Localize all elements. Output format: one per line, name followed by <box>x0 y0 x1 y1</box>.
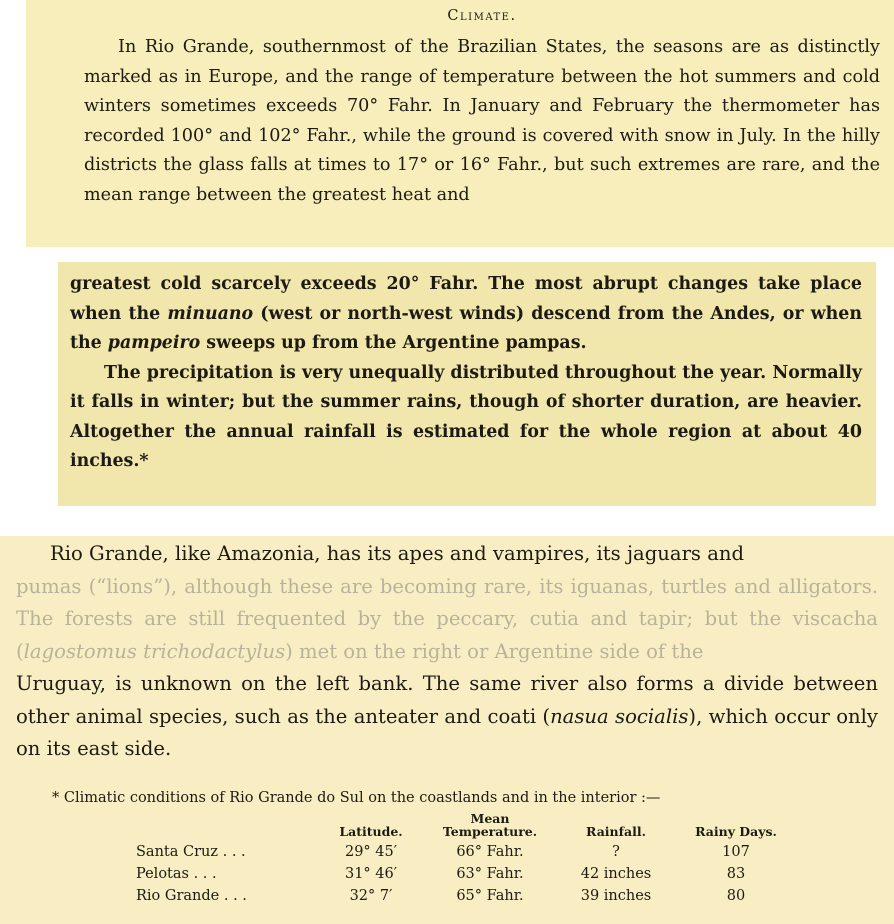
winds-text-start: greatest cold scarcely exceeds 20° Fahr. The most abrupt changes take place when the <box>70 274 862 324</box>
table-header: Latitude. <box>339 823 403 839</box>
winds-paragraph <box>70 270 862 359</box>
minuano-term: minuano <box>167 303 254 324</box>
table-cell: 29° 45′ <box>344 843 398 860</box>
table-row <box>119 841 797 863</box>
table-cell: 31° 46′ <box>344 865 398 882</box>
table-cell: 39 inches <box>580 887 652 904</box>
table-cell: Santa Cruz . . . <box>136 843 246 860</box>
table-cell: 63° Fahr. <box>456 865 524 882</box>
pampeiro-term: pampeiro <box>107 333 201 353</box>
table-cell: 32° 7′ <box>349 887 393 904</box>
fauna-faded-text: pumas (“lions”), although these are becoming rare, its iguanas, turtles and alligators. The forests are still frequented by the peccary, cutia and tapir; but the viscacha ( <box>16 574 878 663</box>
winds-text-end: sweeps up from the Argentine pampas. <box>200 333 587 353</box>
page-clip-winds <box>58 262 876 506</box>
table-cell: ? <box>612 843 620 860</box>
table-cell: Pelotas . . . <box>136 865 217 882</box>
table-cell: 80 <box>726 887 746 904</box>
winds-text-mid: (west or north-west winds) descend from the Andes, or when the <box>70 303 862 353</box>
coati-species: nasua socialis <box>550 704 689 728</box>
fauna-line-1: Rio Grande, like Amazonia, has its apes and vampires, its jaguars and <box>50 542 745 565</box>
table-header <box>119 812 319 841</box>
table-row <box>119 885 797 907</box>
fauna-dark-end: ), which occur only on its east side. <box>16 704 879 760</box>
climate-table <box>119 812 797 907</box>
table-cell: 42 inches <box>580 865 652 882</box>
table-header-row <box>119 812 797 841</box>
page-clip-fauna <box>0 536 894 924</box>
fauna-faded-lines <box>16 571 878 669</box>
viscacha-species: lagostomus trichodactylus <box>23 639 286 663</box>
fauna-dark-text: Uruguay, is unknown on the left bank. The same river also forms a divide between other animal species, such as the anteater and coati ( <box>16 672 878 728</box>
table-cell: 66° Fahr. <box>456 843 524 860</box>
table-cell: 65° Fahr. <box>456 887 524 904</box>
table-cell: Rio Grande . . . <box>136 887 247 904</box>
table-header: Rainfall. <box>586 823 646 839</box>
table-cell: 83 <box>726 865 746 882</box>
section-heading: Climate. <box>447 8 517 24</box>
fauna-dark-lines <box>16 668 878 766</box>
table-header: Mean Temperature. <box>442 810 538 839</box>
page-clip-climate <box>26 0 894 247</box>
climate-paragraph: In Rio Grande, southernmost of the Brazilian States, the seasons are as distinctly marked as in Europe, and the range of temperature between the hot summers and cold winters sometimes exceeds 70° Fahr. In January and February the thermometer has recorded 100° and 102° Fahr., while the ground is covered with snow in July. In the hilly districts the glass falls at times to 17° or 16° Fahr., but such extremes are rare, and the mean range between the greatest heat and <box>84 37 880 205</box>
footnote-intro: * Climatic conditions of Rio Grande do Sul on the coastlands and in the interior :— <box>52 789 661 806</box>
fauna-faded-end: ) met on the right or Argentine side of the <box>285 639 704 663</box>
table-header: Rainy Days. <box>695 823 777 839</box>
table-row <box>119 863 797 885</box>
table-cell: 107 <box>722 843 750 860</box>
precipitation-paragraph: The precipitation is very unequally distributed throughout the year. Normally it falls in winter; but the summer rains, though of shorter duration, are heavier. Altogether the annual rainfall is estimated for the whole region at about 40 inches.* <box>70 362 862 471</box>
